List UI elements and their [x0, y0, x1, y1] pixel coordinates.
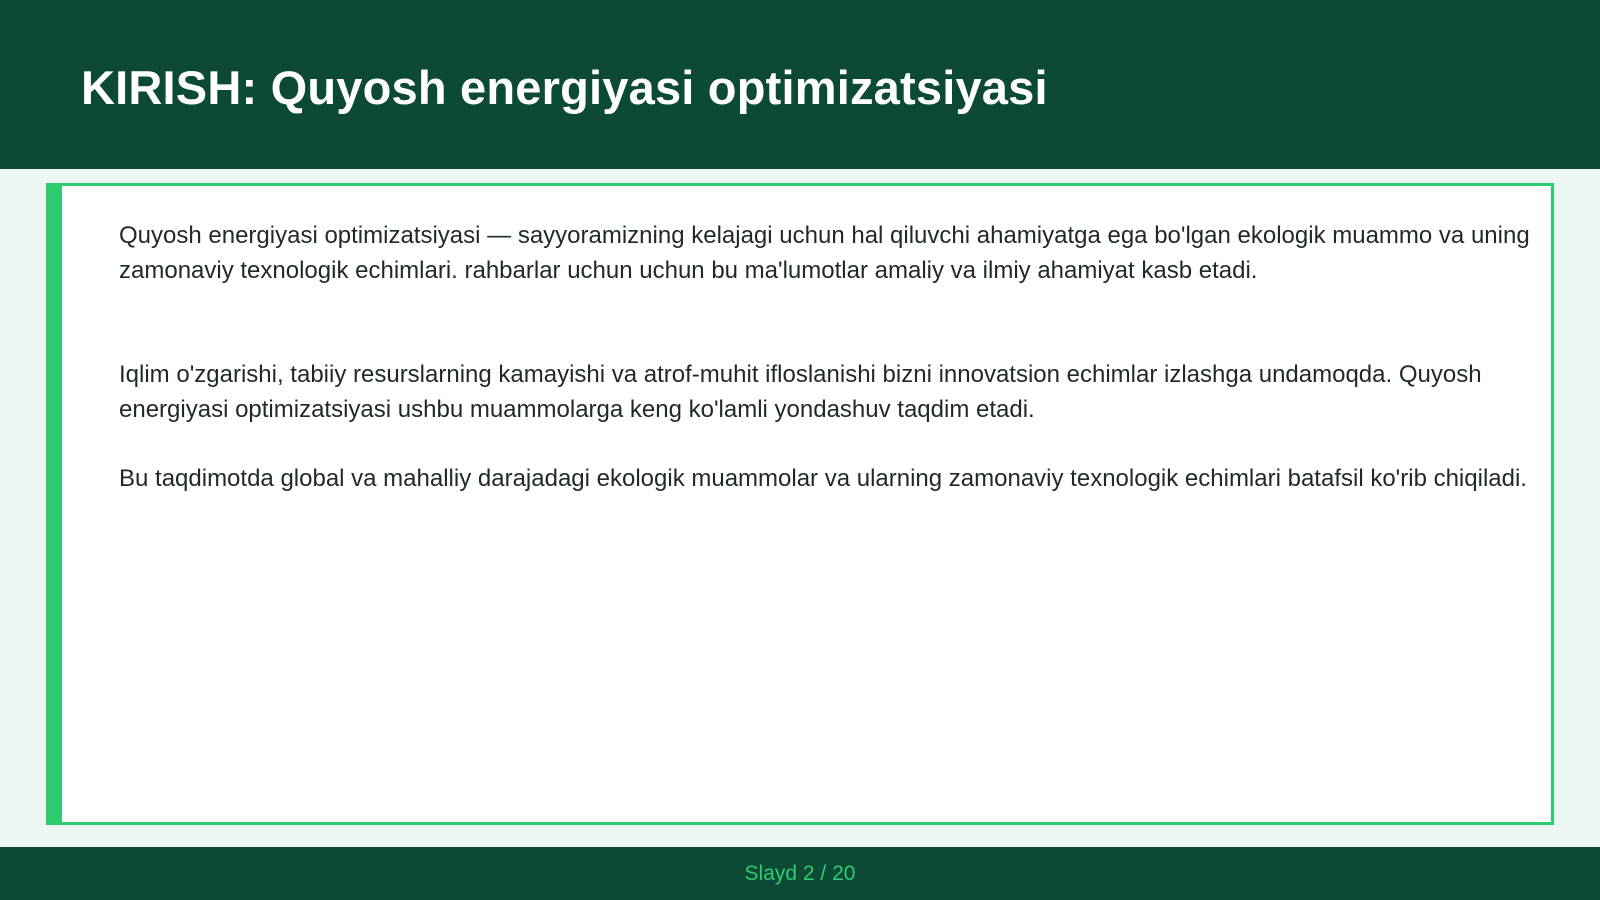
context-paragraph: Iqlim o'zgarishi, tabiiy resurslarning kamayishi va atrof-muhit ifloslanishi bizni innovatsion echimlar izlashga undamoqda. Quyosh energiyasi optimizatsiyasi ushbu muammolarga keng ko'lamli yondashuv taqdim etadi.: [119, 361, 1482, 423]
intro-paragraph: Quyosh energiyasi optimizatsiyasi — sayyoramizning kelajagi uchun hal qiluvchi ahamiyatga ega bo'lgan ekologik muammo va uning zamonaviy texnologik echimlari. rahbarlar uchun uchun bu ma'lumotlar amaliy va ilmiy ahamiyat kasb etadi.: [119, 222, 1530, 284]
slide-footer: [0, 847, 1600, 900]
overview-paragraph: Bu taqdimotda global va mahalliy darajadagi ekologik muammolar va ularning zamonaviy texnologik echimlari batafsil ko'rib chiqiladi.: [119, 465, 1527, 492]
slide-header: [0, 0, 1600, 169]
content-card: [46, 183, 1554, 825]
slide-counter: Slayd 2 / 20: [744, 862, 856, 885]
slide-title: KIRISH: Quyosh energiyasi optimizatsiyasi: [81, 61, 1048, 114]
